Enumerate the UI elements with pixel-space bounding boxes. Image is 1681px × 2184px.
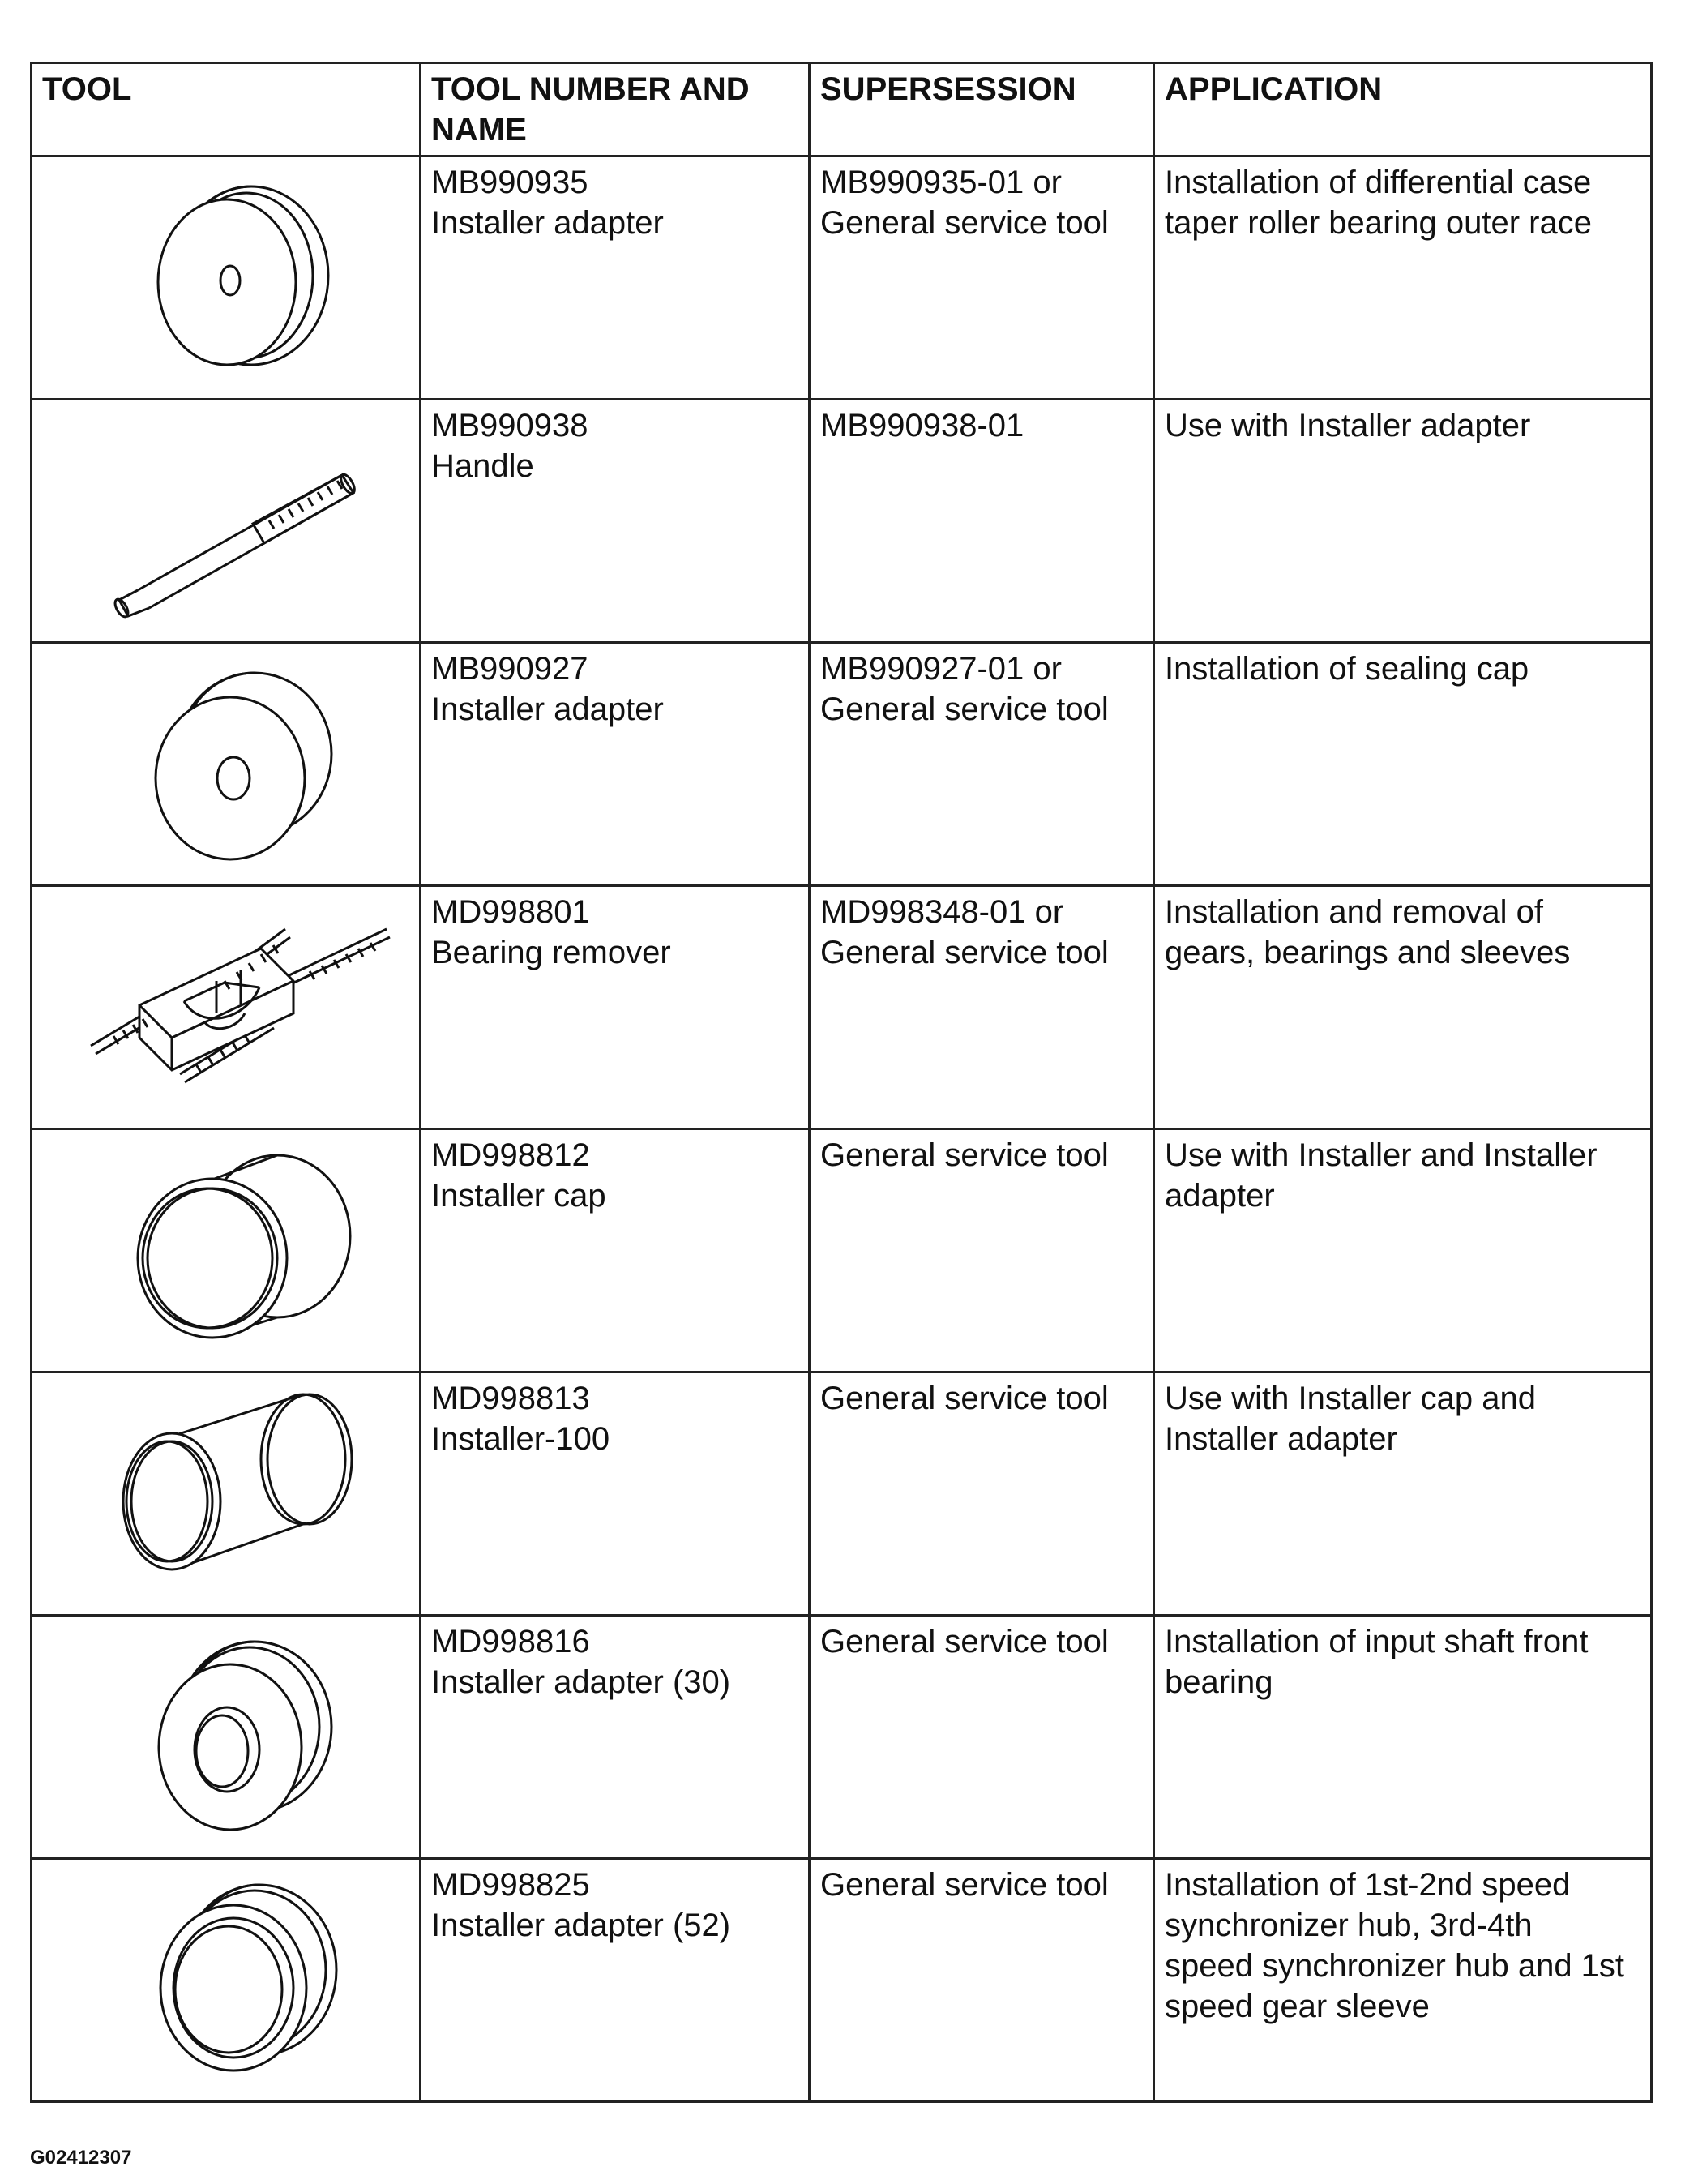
application-line: bearing bbox=[1165, 1664, 1273, 1700]
table-row bbox=[32, 643, 1652, 886]
installer-adapter-ring-icon bbox=[42, 1865, 423, 2096]
table-row bbox=[32, 1859, 1652, 2102]
tool-number: MD998812 bbox=[431, 1137, 590, 1173]
application-line: Installation and removal of bbox=[1165, 894, 1543, 930]
supersession-line: General service tool bbox=[820, 1867, 1109, 1903]
header-tool-number-name: TOOL NUMBER AND NAME bbox=[421, 63, 810, 156]
table-row bbox=[32, 886, 1652, 1129]
tool-image-cell bbox=[32, 643, 421, 886]
installer-tube-icon bbox=[42, 1378, 423, 1609]
supersession-line: General service tool bbox=[820, 935, 1109, 970]
table-row bbox=[32, 1616, 1652, 1859]
application-cell bbox=[1154, 886, 1652, 1129]
application-cell bbox=[1154, 400, 1652, 643]
table-row bbox=[32, 156, 1652, 400]
supersession-cell bbox=[810, 1372, 1154, 1616]
application-cell bbox=[1154, 156, 1652, 400]
application-line: Installation of differential case bbox=[1165, 165, 1592, 200]
application-line: gears, bearings and sleeves bbox=[1165, 935, 1571, 970]
header-tool: TOOL bbox=[32, 63, 421, 156]
tool-number-name-cell bbox=[421, 1129, 810, 1372]
supersession-cell bbox=[810, 643, 1154, 886]
supersession-cell bbox=[810, 1129, 1154, 1372]
tool-number-name-cell bbox=[421, 886, 810, 1129]
tool-number: MB990938 bbox=[431, 408, 588, 443]
application-line: taper roller bearing outer race bbox=[1165, 205, 1592, 241]
tool-number: MB990935 bbox=[431, 165, 588, 200]
tool-image-cell bbox=[32, 1859, 421, 2102]
installer-cap-icon bbox=[42, 1135, 423, 1366]
tool-name: Bearing remover bbox=[431, 935, 671, 970]
figure-id: G02412307 bbox=[30, 2147, 132, 2169]
supersession-cell bbox=[810, 1616, 1154, 1859]
tool-name: Installer adapter bbox=[431, 205, 664, 241]
application-line: Use with Installer cap and bbox=[1165, 1381, 1537, 1416]
table-header-row bbox=[32, 63, 1652, 156]
tool-image-cell bbox=[32, 1372, 421, 1616]
header-supersession: SUPERSESSION bbox=[810, 63, 1154, 156]
application-cell bbox=[1154, 1616, 1652, 1859]
installer-adapter-icon bbox=[42, 1621, 423, 1852]
tool-image-cell bbox=[32, 1129, 421, 1372]
tool-number: MD998825 bbox=[431, 1867, 590, 1903]
application-line: Use with Installer and Installer bbox=[1165, 1137, 1598, 1173]
supersession-line: General service tool bbox=[820, 205, 1109, 241]
tool-name: Installer adapter bbox=[431, 692, 664, 727]
tool-image-cell bbox=[32, 400, 421, 643]
tool-image-cell bbox=[32, 886, 421, 1129]
supersession-cell bbox=[810, 1859, 1154, 2102]
application-line: Installation of 1st-2nd speed bbox=[1165, 1867, 1571, 1903]
handle-icon bbox=[42, 405, 423, 636]
application-line: speed gear sleeve bbox=[1165, 1989, 1430, 2024]
tool-image-cell bbox=[32, 1616, 421, 1859]
application-line: adapter bbox=[1165, 1178, 1275, 1214]
tool-name: Installer-100 bbox=[431, 1421, 610, 1457]
bearing-remover-icon bbox=[42, 892, 423, 1123]
special-tools-table bbox=[30, 62, 1653, 2103]
application-line: Installation of input shaft front bbox=[1165, 1624, 1589, 1659]
application-cell bbox=[1154, 1129, 1652, 1372]
supersession-cell bbox=[810, 886, 1154, 1129]
tool-number-name-cell bbox=[421, 1859, 810, 2102]
tool-number: MD998816 bbox=[431, 1624, 590, 1659]
application-cell bbox=[1154, 1372, 1652, 1616]
supersession-line: General service tool bbox=[820, 692, 1109, 727]
supersession-line: MB990935-01 or bbox=[820, 165, 1062, 200]
tool-number-name-cell bbox=[421, 643, 810, 886]
supersession-line: MB990938-01 bbox=[820, 408, 1024, 443]
tool-number: MB990927 bbox=[431, 651, 588, 687]
supersession-line: General service tool bbox=[820, 1624, 1109, 1659]
installer-adapter-icon bbox=[42, 162, 423, 393]
supersession-line: MD998348-01 or bbox=[820, 894, 1064, 930]
table-row bbox=[32, 400, 1652, 643]
application-line: synchronizer hub, 3rd-4th bbox=[1165, 1908, 1533, 1943]
tool-name: Handle bbox=[431, 448, 534, 484]
application-cell bbox=[1154, 643, 1652, 886]
supersession-line: MB990927-01 or bbox=[820, 651, 1062, 687]
tool-number-name-cell bbox=[421, 1616, 810, 1859]
tool-image-cell bbox=[32, 156, 421, 400]
supersession-line: General service tool bbox=[820, 1381, 1109, 1416]
supersession-cell bbox=[810, 400, 1154, 643]
header-application: APPLICATION bbox=[1154, 63, 1652, 156]
tool-number-name-cell bbox=[421, 156, 810, 400]
table-row bbox=[32, 1372, 1652, 1616]
application-line: speed synchronizer hub and 1st bbox=[1165, 1948, 1625, 1984]
tool-number-name-cell bbox=[421, 1372, 810, 1616]
tool-name: Installer cap bbox=[431, 1178, 606, 1214]
tool-number-name-cell bbox=[421, 400, 810, 643]
tool-number: MD998801 bbox=[431, 894, 590, 930]
application-line: Installation of sealing cap bbox=[1165, 651, 1529, 687]
tool-name: Installer adapter (52) bbox=[431, 1908, 731, 1943]
supersession-line: General service tool bbox=[820, 1137, 1109, 1173]
installer-adapter-icon bbox=[42, 649, 423, 880]
application-cell bbox=[1154, 1859, 1652, 2102]
tool-number: MD998813 bbox=[431, 1381, 590, 1416]
table-row bbox=[32, 1129, 1652, 1372]
application-line: Installer adapter bbox=[1165, 1421, 1397, 1457]
application-line: Use with Installer adapter bbox=[1165, 408, 1531, 443]
supersession-cell bbox=[810, 156, 1154, 400]
tool-name: Installer adapter (30) bbox=[431, 1664, 731, 1700]
